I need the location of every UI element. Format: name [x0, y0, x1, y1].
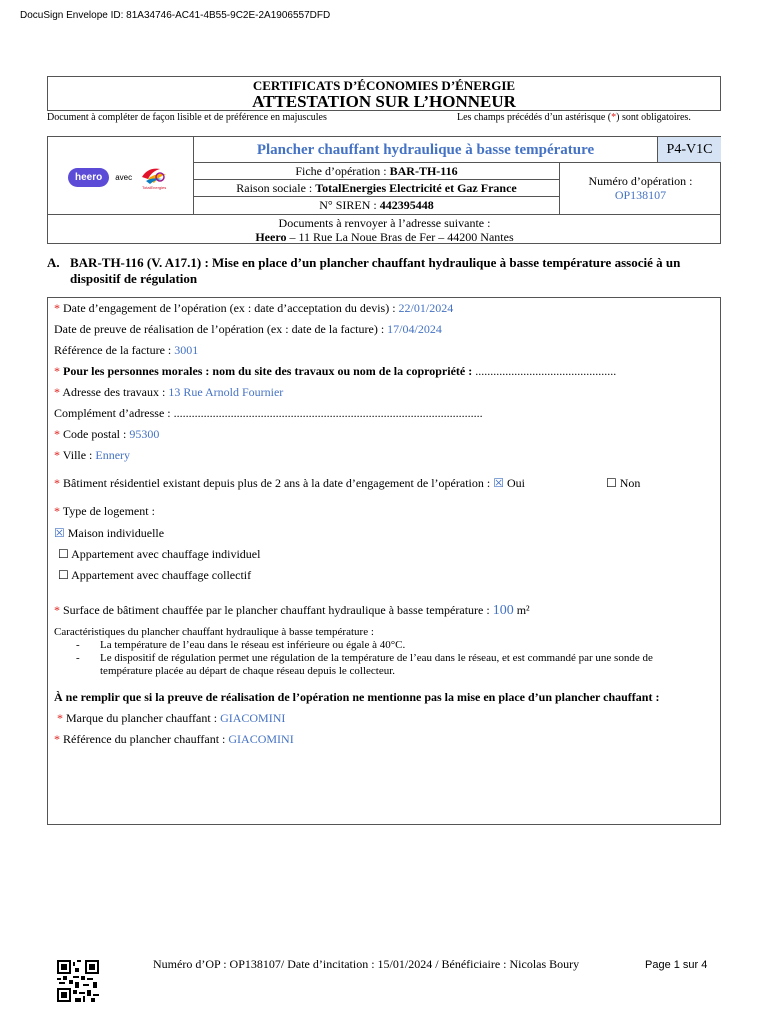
batiment-label: Bâtiment résidentiel existant depuis plus de 2 ans à la date d’engagement de l’opération : [60, 476, 494, 490]
adresse-label: Adresse des travaux : [60, 385, 169, 399]
required-star: * [54, 504, 60, 518]
carac-2b: température placée au départ de chaque réseau depuis le collecteur. [100, 665, 396, 677]
ref-facture-line [54, 343, 198, 358]
surface-line [54, 603, 530, 619]
ref-facture-label: Référence de la facture : [54, 343, 175, 357]
required-star: * [54, 732, 60, 746]
docusign-envelope-id: DocuSign Envelope ID: 81A34746-AC41-4B55-9C2E-2A1906557DFD [20, 10, 331, 21]
personnes-morales-dots[interactable]: ............................................... [475, 364, 617, 378]
marque-line [57, 711, 285, 726]
siren-row [194, 197, 560, 215]
docs-address-cell [48, 215, 721, 244]
required-star: * [54, 427, 60, 441]
required-star: * [54, 603, 60, 617]
asterisk-mark: * [611, 112, 617, 123]
adresse-line [54, 385, 283, 400]
type-logement-line [54, 504, 155, 519]
page-number: Page 1 sur 4 [645, 959, 708, 971]
maison-label: Maison individuelle [64, 526, 165, 540]
note-right-part2: ) sont obligatoires. [616, 112, 691, 123]
date-preuve-line [54, 322, 442, 337]
adresse-value[interactable]: 13 Rue Arnold Fournier [168, 385, 284, 399]
code-postal-value[interactable]: 95300 [129, 427, 160, 441]
header-title-2: ATTESTATION SUR L’HONNEUR [252, 92, 516, 111]
date-engagement-value[interactable]: 22/01/2024 [398, 301, 454, 315]
carac-2a: Le dispositif de régulation permet une régulation de la température de l’eau dans le réseau, et est commandé par une sonde de [100, 652, 653, 664]
section-letter: A. [47, 255, 60, 270]
non-label: Non [616, 476, 641, 490]
date-preuve-label: Date de preuve de réalisation de l’opération (ex : date de la facture) : [54, 322, 388, 336]
required-star: * [54, 476, 60, 490]
logo-cell [48, 137, 194, 215]
totalenergies-logo-text: TotalEnergies [142, 185, 167, 190]
fiche-label: Fiche d’opération : [295, 164, 390, 178]
docs-line1: Documents à renvoyer à l’adresse suivante : [278, 216, 491, 230]
header-title-box [47, 76, 721, 111]
raison-label: Raison sociale : [236, 181, 316, 195]
siren-label: N° SIREN : [319, 198, 380, 212]
remplir-note: À ne remplir que si la preuve de réalisation de l’opération ne mentionne pas la mise en place d’un plancher chauffant : [54, 690, 660, 704]
date-engagement-line [54, 301, 453, 316]
numero-label: Numéro d’opération : [588, 174, 693, 188]
date-engagement-label: Date d’engagement de l’opération (ex : date d’acceptation du devis) : [60, 301, 399, 315]
surface-label: Surface de bâtiment chauffée par le plancher chauffant hydraulique à basse température : [60, 603, 493, 617]
fiche-operation-row [194, 163, 560, 180]
docs-line2 [48, 230, 721, 244]
appart-individuel-label: Appartement avec chauffage individuel [68, 547, 261, 561]
oui-label: Oui [503, 476, 525, 490]
form-box [47, 297, 721, 825]
required-star: * [54, 364, 60, 378]
date-preuve-value[interactable]: 17/04/2024 [387, 322, 442, 336]
logos [68, 165, 170, 190]
reference-label: Référence du plancher chauffant : [60, 732, 229, 746]
raison-sociale-row [194, 180, 560, 197]
required-star: * [54, 301, 60, 315]
section-text: BAR-TH-116 (V. A17.1) : Mise en place d’un plancher chauffant hydraulique à basse température associé à un dispositif de régulation [70, 255, 681, 286]
carac-1: La température de l’eau dans le réseau est inférieure ou égale à 40°C. [100, 639, 406, 651]
totalenergies-logo [138, 165, 170, 190]
type-logement-label: Type de logement : [60, 504, 155, 518]
note-right [457, 112, 691, 123]
appart-collectif-option [58, 568, 251, 583]
complement-label: Complément d’adresse : [54, 406, 174, 420]
ville-line [54, 448, 130, 463]
fiche-value: BAR-TH-116 [389, 164, 458, 178]
ville-value[interactable]: Ennery [95, 448, 131, 462]
maison-option [54, 526, 164, 541]
numero-operation-cell [560, 163, 721, 215]
surface-value[interactable]: 100 [492, 603, 514, 618]
reference-value[interactable]: GIACOMINI [228, 732, 294, 746]
non-option [606, 476, 640, 491]
note-left: Document à compléter de façon lisible et de préférence en majuscules [47, 112, 327, 123]
maison-checkbox[interactable]: ☒ [54, 526, 65, 540]
reference-line [54, 732, 294, 747]
ville-label: Ville : [60, 448, 96, 462]
marque-value[interactable]: GIACOMINI [220, 711, 286, 725]
heero-logo: heero [68, 168, 109, 187]
carac-bullet-1: - [76, 639, 80, 651]
required-star: * [54, 385, 60, 399]
code-postal-label: Code postal : [60, 427, 130, 441]
appart-individuel-option [58, 547, 260, 562]
personnes-morales-line [54, 364, 616, 379]
oui-checkbox[interactable]: ☒ [493, 476, 504, 490]
marque-label: Marque du plancher chauffant : [63, 711, 221, 725]
siren-value: 442395448 [379, 198, 434, 212]
appart-individuel-checkbox[interactable]: ☐ [58, 547, 69, 561]
numero-value: OP138107 [614, 188, 667, 202]
required-star: * [54, 448, 60, 462]
docs-address: – 11 Rue La Noue Bras de Fer – 44200 Nantes [286, 230, 514, 244]
docs-company: Heero [255, 230, 287, 244]
qr-code-icon [57, 960, 99, 1002]
operation-box [47, 136, 721, 244]
complement-dots[interactable]: ....................................................................................................... [173, 406, 483, 420]
note-right-part1: Les champs précédés d’un astérisque ( [457, 112, 612, 123]
personnes-morales-label: Pour les personnes morales : nom du site des travaux ou nom de la copropriété : [60, 364, 476, 378]
operation-code: P4-V1C [658, 137, 721, 163]
raison-value: TotalEnergies Electricité et Gaz France [315, 181, 517, 195]
footer-text: Numéro d’OP : OP138107/ Date d’incitation : 15/01/2024 / Bénéficiaire : Nicolas Boury [153, 957, 580, 971]
ref-facture-value[interactable]: 3001 [174, 343, 199, 357]
batiment-line [54, 476, 525, 491]
code-postal-line [54, 427, 159, 442]
appart-collectif-checkbox[interactable]: ☐ [58, 568, 69, 582]
avec-text: avec [115, 173, 133, 182]
operation-title: Plancher chauffant hydraulique à basse température [194, 137, 658, 163]
required-star: * [57, 711, 63, 725]
surface-unit: m² [513, 603, 530, 617]
carac-title: Caractéristiques du plancher chauffant hydraulique à basse température : [54, 626, 374, 638]
non-checkbox[interactable]: ☐ [606, 476, 617, 490]
appart-collectif-label: Appartement avec chauffage collectif [68, 568, 252, 582]
complement-line [54, 406, 483, 421]
totalenergies-logo-icon [138, 165, 170, 185]
carac-bullet-2: - [76, 652, 80, 664]
header-title-1: CERTIFICATS D’ÉCONOMIES D’ÉNERGIE [252, 78, 516, 93]
